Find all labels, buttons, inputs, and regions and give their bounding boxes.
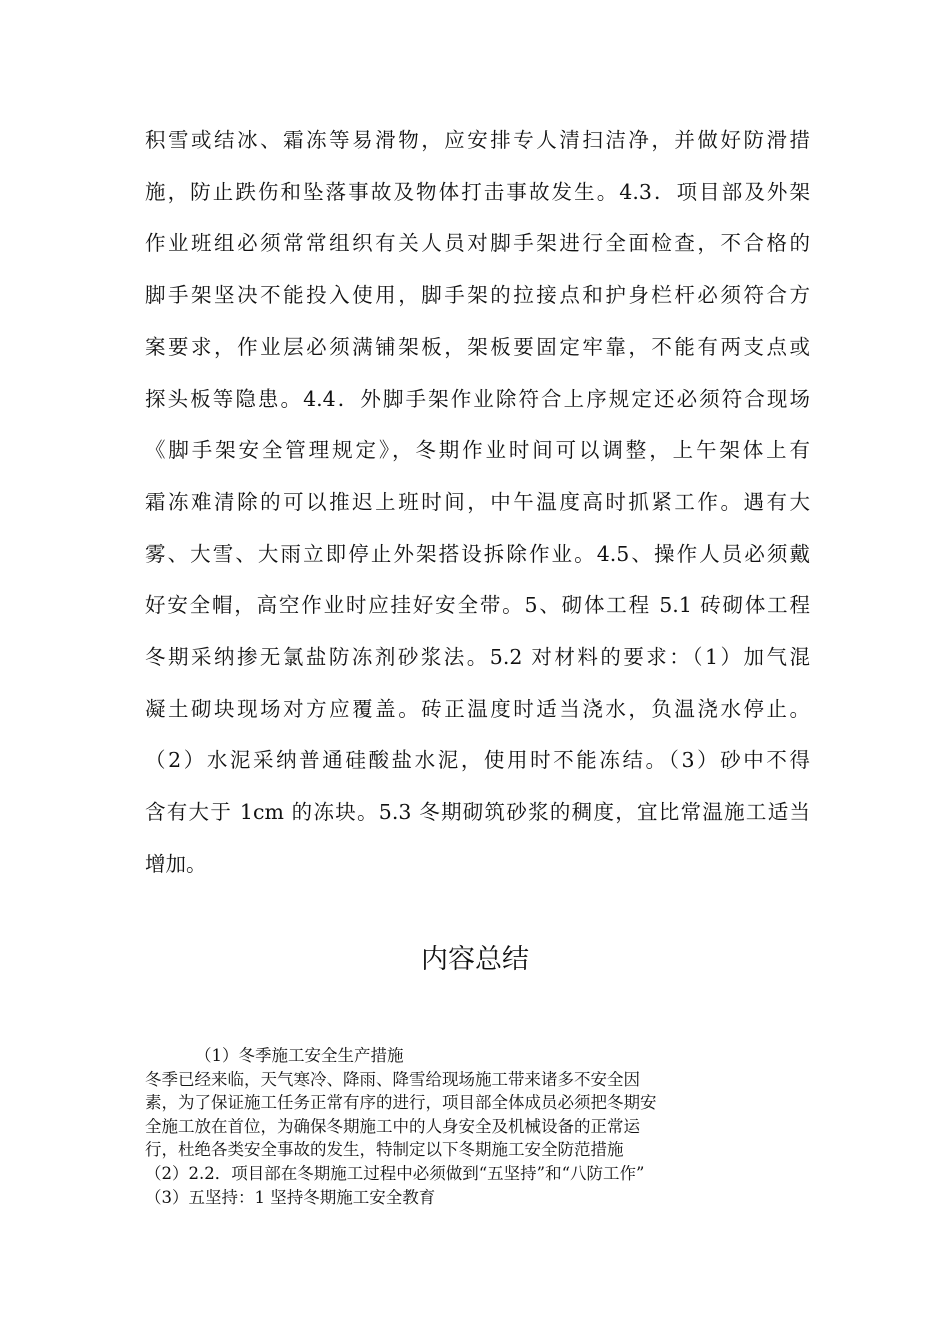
body-line: 增加。 bbox=[145, 851, 207, 876]
body-line: （2）水泥采纳普通硅酸盐水泥，使用时不能冻结。（3）砂中不得 bbox=[145, 748, 810, 773]
summary-section bbox=[145, 1044, 805, 1209]
body-line: 案要求，作业层必须满铺架板，架板要固定牢靠，不能有两支点或 bbox=[145, 334, 810, 359]
body-line: 冬期采纳掺无氯盐防冻剂砂浆法。5.2 对材料的要求：（1）加气混 bbox=[145, 645, 810, 670]
body-line: 含有大于 1cm 的冻块。5.3 冬期砌筑砂浆的稠度，宜比常温施工适当 bbox=[145, 800, 810, 825]
summary-line: （3）五坚持：1 坚持冬期施工安全教育 bbox=[145, 1187, 436, 1207]
body-line: 作业班组必须常常组织有关人员对脚手架进行全面检查，不合格的 bbox=[145, 231, 810, 256]
summary-title: 内容总结 bbox=[421, 944, 529, 975]
body-line: 霜冻难清除的可以推迟上班时间，中午温度高时抓紧工作。遇有大 bbox=[145, 489, 810, 514]
summary-line: 素，为了保证施工任务正常有序的进行，项目部全体成员必须把冬期安 bbox=[145, 1093, 657, 1113]
body-line: 探头板等隐患。4.4．外脚手架作业除符合上序规定还必须符合现场 bbox=[145, 386, 810, 411]
body-line: 好安全帽，高空作业时应挂好安全带。5、砌体工程 5.1 砖砌体工程 bbox=[145, 593, 810, 618]
summary-line: 冬季已经来临，天气寒冷、降雨、降雪给现场施工带来诸多不安全因 bbox=[145, 1069, 640, 1089]
summary-line: 行，杜绝各类安全事故的发生，特制定以下冬期施工安全防范措施 bbox=[145, 1140, 624, 1160]
body-line: 积雪或结冰、霜冻等易滑物，应安排专人清扫洁净，并做好防滑措 bbox=[145, 128, 810, 152]
body-line: 凝土砌块现场对方应覆盖。砖正温度时适当浇水，负温浇水停止。 bbox=[145, 696, 810, 721]
body-line: 雾、大雪、大雨立即停止外架搭设拆除作业。4.5、操作人员必须戴 bbox=[145, 541, 810, 566]
body-line: 《脚手架安全管理规定》，冬期作业时间可以调整，上午架体上有 bbox=[145, 438, 810, 463]
summary-line: 全施工放在首位，为确保冬期施工中的人身安全及机械设备的正常运 bbox=[145, 1116, 640, 1136]
body-line: 脚手架坚决不能投入使用，脚手架的拉接点和护身栏杆必须符合方 bbox=[145, 283, 810, 308]
body-paragraph bbox=[145, 115, 810, 891]
summary-heading: （1）冬季施工安全生产措施 bbox=[195, 1046, 404, 1065]
summary-line: （2）2.2．项目部在冬期施工过程中必须做到“五坚持”和“八防工作” bbox=[145, 1163, 645, 1183]
body-line: 施，防止跌伤和坠落事故及物体打击事故发生。4.3．项目部及外架 bbox=[145, 179, 810, 204]
